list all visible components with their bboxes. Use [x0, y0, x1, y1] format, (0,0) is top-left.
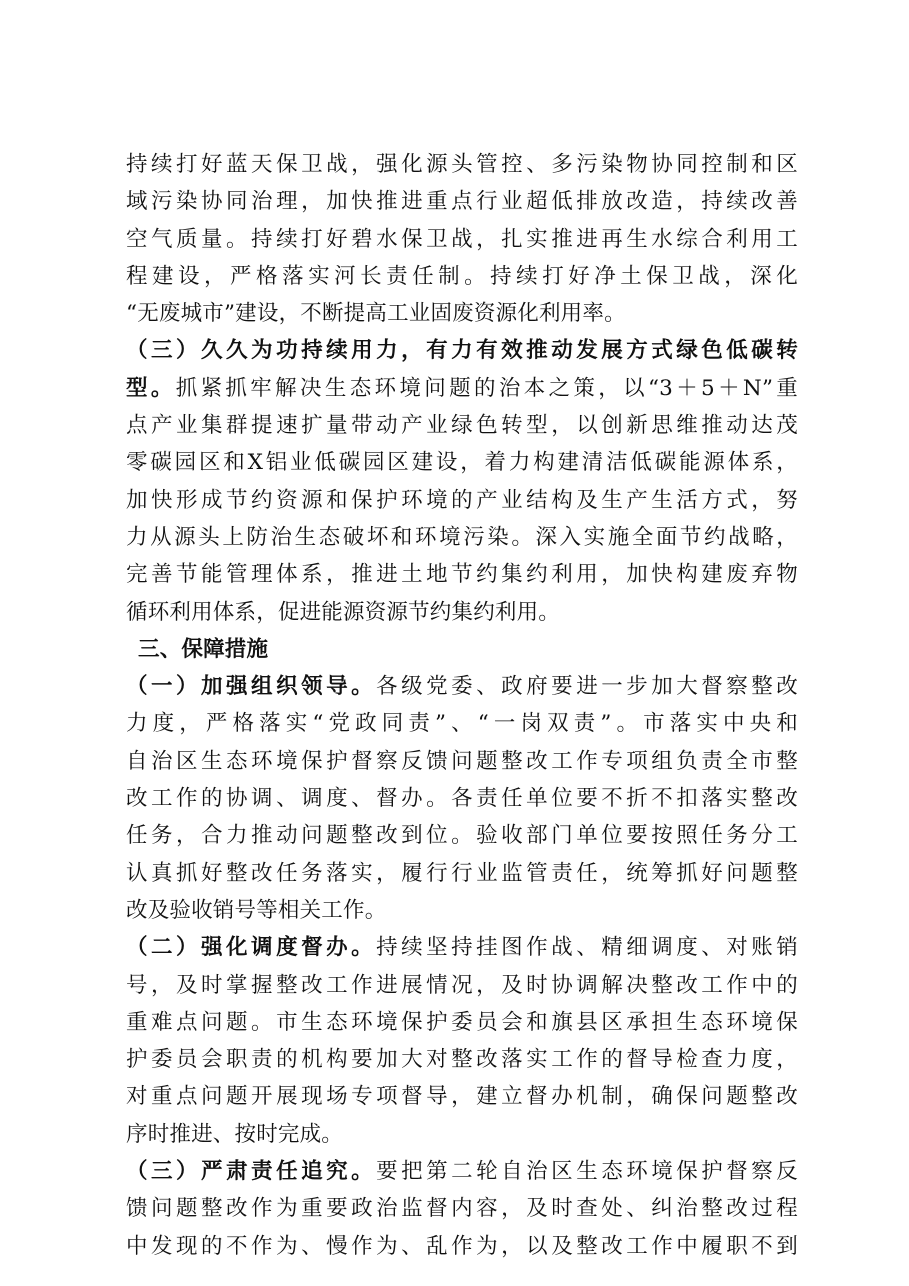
subsection-heading-line: （二）强化调度督办。持续坚持挂图作战、精细调度、对账销: [126, 935, 798, 961]
body-line: 认真抓好整改任务落实，履行行业监管责任，统筹抓好问题整: [126, 860, 798, 886]
body-line: 点产业集群提速扩量带动产业绿色转型，以创新思维推动达茂: [126, 413, 798, 439]
body-line: 完善节能管理体系，推进土地节约集约利用，加快构建废弃物: [126, 562, 798, 588]
subsection-heading-line: （一）加强组织领导。各级党委、政府要进一步加大督察整改: [126, 674, 798, 700]
body-line: 序时推进、按时完成。: [126, 1121, 344, 1147]
body-line: 号，及时掌握整改工作进展情况，及时协调解决整改工作中的: [126, 972, 798, 998]
body-line: 对重点问题开展现场专项督导，建立督办机制，确保问题整改: [126, 1084, 798, 1110]
body-line: 力从源头上防治生态破坏和环境污染。深入实施全面节约战略，: [126, 524, 798, 550]
section-heading: 三、保障措施: [138, 636, 269, 662]
body-line: 持续打好蓝天保卫战，强化源头管控、多污染物协同控制和区: [126, 152, 798, 177]
subsection-heading: （一）加强组织领导。: [126, 674, 377, 700]
body-line: 程建设，严格落实河长责任制。持续打好净土保卫战，深化: [126, 263, 798, 289]
subsection-heading: （三）严肃责任追究。: [126, 1159, 377, 1185]
body-line: 改工作的协调、调度、督办。各责任单位要不折不扣落实整改: [126, 786, 798, 812]
body-line: “无废城市”建设，不断提高工业固废资源化利用率。: [126, 301, 626, 327]
body-line: 循环利用体系，促进能源资源节约集约利用。: [126, 599, 561, 625]
body-line: 中发现的不作为、慢作为、乱作为，以及整改工作中履职不到: [126, 1233, 798, 1259]
subsection-heading-end: 型。: [126, 375, 176, 401]
body-line: 任务，合力推动问题整改到位。验收部门单位要按照任务分工: [126, 823, 798, 849]
subsection-heading-line: [126, 332, 798, 369]
body-line: 加快形成节约资源和保护环境的产业结构及生产生活方式，努: [126, 487, 798, 513]
body-line: 重难点问题。市生态环境保护委员会和旗县区承担生态环境保: [126, 1009, 798, 1035]
body-line: 自治区生态环境保护督察反馈问题整改工作专项组负责全市整: [126, 748, 798, 774]
body-line: 型。抓紧抓牢解决生态环境问题的治本之策，以“3＋5＋N”重: [126, 375, 798, 401]
document-body: [126, 146, 798, 1265]
subsection-heading: （三）久久为功持续用力，有力有效推动发展方式绿色低碳转: [126, 338, 798, 364]
body-line: 域污染协同治理，加快推进重点行业超低排放改造，持续改善: [126, 189, 798, 215]
subsection-heading: （二）强化调度督办。: [126, 935, 377, 961]
body-line: 力度，严格落实“党政同责”、“一岗双责”。市落实中央和: [126, 711, 798, 737]
body-line: 改及验收销号等相关工作。: [126, 897, 387, 923]
body-line: 空气质量。持续打好碧水保卫战，扎实推进再生水综合利用工: [126, 226, 798, 252]
body-line: 零碳园区和X铝业低碳园区建设，着力构建清洁低碳能源体系，: [126, 450, 798, 476]
body-line: 馈问题整改作为重要政治监督内容，及时查处、纠治整改过程: [126, 1196, 798, 1222]
body-line: 护委员会职责的机构要加大对整改落实工作的督导检查力度，: [126, 1047, 798, 1073]
subsection-heading-line: （三）严肃责任追究。要把第二轮自治区生态环境保护督察反: [126, 1159, 798, 1185]
